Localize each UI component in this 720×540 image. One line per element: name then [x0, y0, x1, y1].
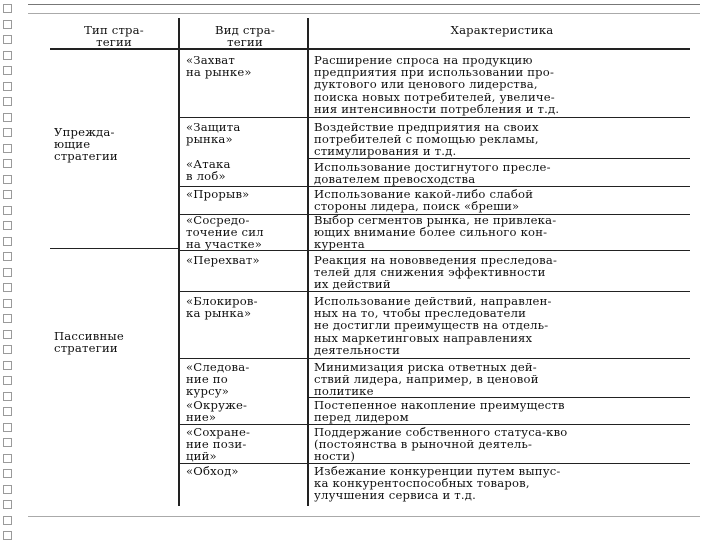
bullet-box	[3, 252, 12, 261]
strategy-description: Реакция на нововведения преследова- телей для снижения эффективности их действий	[314, 253, 558, 292]
bullet-box	[3, 128, 12, 137]
group-label-passive: Пассивные стратегии	[54, 329, 124, 356]
group-label-proactive: Упрежда- ющие стратегии	[54, 125, 118, 164]
row-divider	[178, 117, 690, 118]
bullet-box	[3, 113, 12, 122]
strategy-kind: «Перехват»	[186, 253, 260, 267]
strategy-kind: «Захват на рынке»	[186, 53, 252, 80]
bullet-box	[3, 35, 12, 44]
top-rule-secondary	[28, 13, 700, 14]
strategy-kind: «Защита рынка»	[186, 120, 241, 147]
bullet-box	[3, 299, 12, 308]
strategy-description: Выбор сегментов рынка, не привлека- ющих внимание более сильного кон- курента	[314, 213, 557, 252]
bullet-box	[3, 423, 12, 432]
column-divider	[307, 18, 309, 506]
strategy-kind: «Прорыв»	[186, 187, 250, 201]
bullet-box	[3, 283, 12, 292]
top-rule	[28, 4, 700, 5]
bullet-box	[3, 190, 12, 199]
bullet-box	[3, 144, 12, 153]
strategy-description: Минимизация риска ответных дей- ствий лидера, например, в ценовой политике	[314, 360, 539, 399]
bullet-box	[3, 485, 12, 494]
group-divider	[50, 248, 178, 249]
bullet-box	[3, 345, 12, 354]
bullet-box	[3, 221, 12, 230]
strategy-description: Постепенное накопление преимуществ перед лидером	[314, 398, 565, 425]
strategy-description: Использование достигнутого пресле- дователем превосходства	[314, 160, 551, 187]
strategy-kind: «Обход»	[186, 464, 239, 478]
column-divider	[178, 18, 180, 506]
bullet-box	[3, 268, 12, 277]
strategy-description: Воздействие предприятия на своих потребителей с помощью рекламы, стимулирования и т.д.	[314, 120, 539, 159]
bullet-box	[3, 376, 12, 385]
strategy-kind: «Следова- ние по курсу»	[186, 360, 250, 399]
bullet-box	[3, 500, 12, 509]
strategy-description: Расширение спроса на продукцию предприятия при использовании про- дуктового или ценового лидерства, поиска новых потребителей, увеличе- ния интенсивности потребления и т.д.	[314, 53, 560, 116]
bullet-box	[3, 175, 12, 184]
row-divider	[178, 250, 690, 251]
strategy-kind: «Атака в лоб»	[186, 157, 231, 184]
bullet-box	[3, 159, 12, 168]
strategy-kind: «Сосредо- точение сил на участке»	[186, 213, 264, 252]
bullet-box	[3, 51, 12, 60]
bullet-box	[3, 82, 12, 91]
strategy-kind: «Блокиров- ка рынка»	[186, 294, 258, 321]
bullet-box	[3, 4, 12, 13]
bullet-box	[3, 438, 12, 447]
bullet-box	[3, 516, 12, 525]
bullet-box	[3, 531, 12, 540]
strategy-kind: «Сохране- ние пози- ций»	[186, 425, 251, 464]
slide-bullets	[3, 4, 15, 540]
header-divider	[50, 48, 690, 50]
bullet-box	[3, 66, 12, 75]
row-divider	[178, 358, 690, 359]
bullet-box	[3, 469, 12, 478]
bullet-box	[3, 314, 12, 323]
bullet-box	[3, 206, 12, 215]
header-strategy-type: Тип стра- тегии	[84, 23, 144, 50]
strategy-table	[50, 18, 690, 506]
bullet-box	[3, 407, 12, 416]
bottom-rule	[28, 516, 700, 517]
bullet-box	[3, 330, 12, 339]
bullet-box	[3, 361, 12, 370]
bullet-box	[3, 454, 12, 463]
strategy-kind: «Окруже- ние»	[186, 398, 248, 425]
row-divider	[307, 158, 690, 159]
strategy-description: Использование какой-либо слабой стороны лидера, поиск «бреши»	[314, 187, 534, 214]
header-characteristic: Характеристика	[450, 23, 554, 37]
bullet-box	[3, 20, 12, 29]
strategy-description: Избежание конкуренции путем выпус- ка конкурентоспособных товаров, улучшения сервиса и т.д.	[314, 464, 561, 503]
row-divider	[178, 291, 690, 292]
bullet-box	[3, 392, 12, 401]
bullet-box	[3, 97, 12, 106]
strategy-description: Использование действий, направлен- ных на то, чтобы преследователи не достигли преимуществ на отдель- ных маркетинговых направлениях деятельности	[314, 294, 552, 357]
strategy-description: Поддержание собственного статуса-кво (постоянства в рыночной деятель- ности)	[314, 425, 568, 464]
bullet-box	[3, 237, 12, 246]
header-strategy-kind: Вид стра- тегии	[214, 23, 276, 50]
